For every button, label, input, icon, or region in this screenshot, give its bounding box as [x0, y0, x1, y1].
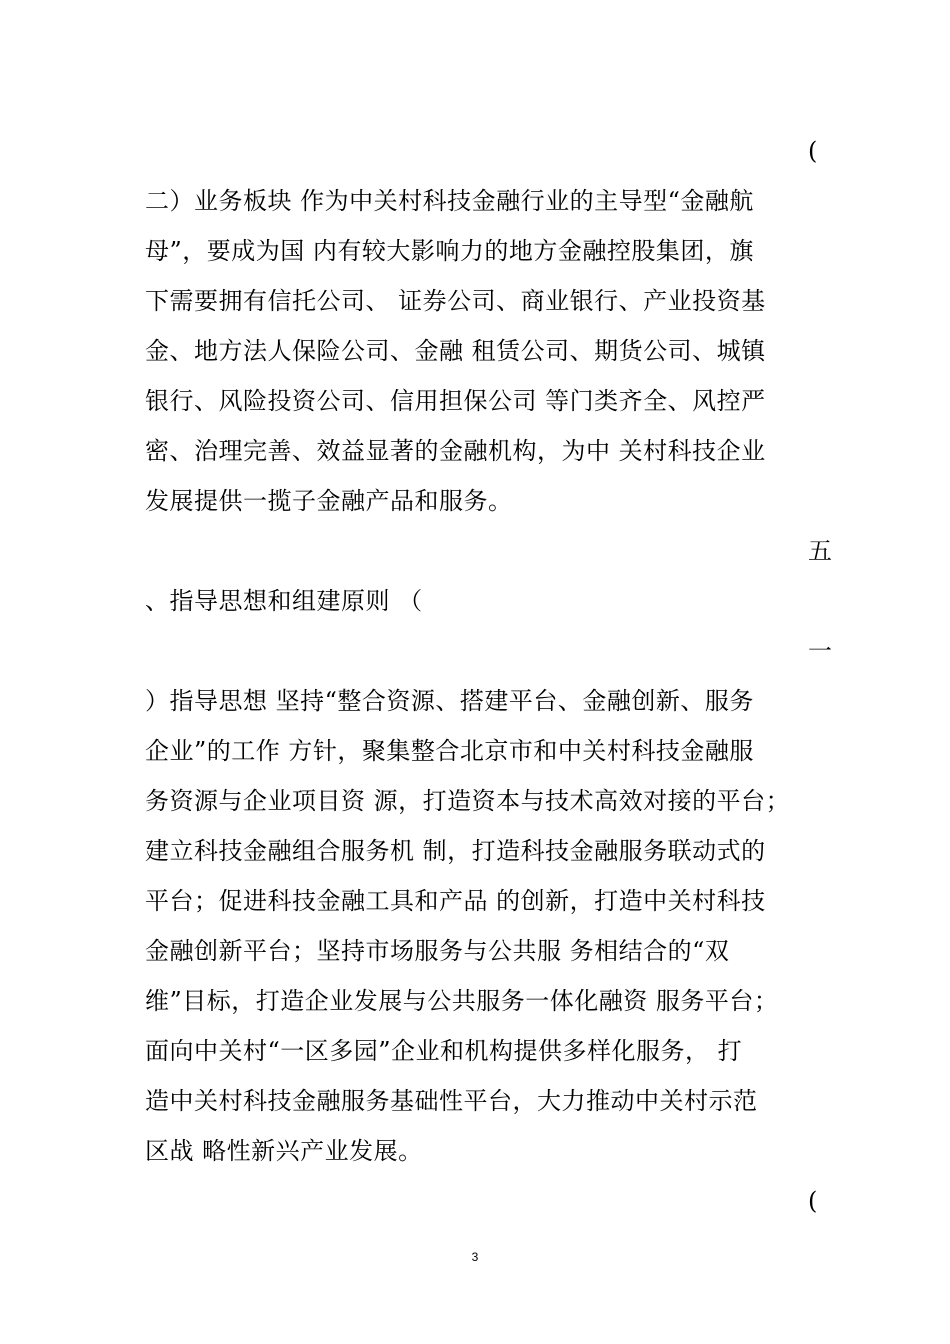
text-line: 二）业务板块 作为中关村科技金融行业的主导型“金融航	[145, 187, 754, 215]
text-line: 建立科技金融组合服务机 制，打造科技金融服务联动式的	[145, 837, 766, 865]
section-number: 五	[808, 537, 832, 565]
section-heading: 、指导思想和组建原则 （	[145, 587, 423, 615]
text-line: 金融创新平台；坚持市场服务与公共服 务相结合的“双	[145, 937, 730, 965]
text-line: 金、地方法人保险公司、金融 租赁公司、期货公司、城镇	[145, 337, 766, 365]
text-line: 发展提供一揽子金融产品和服务。	[145, 487, 513, 515]
text-line: 面向中关村“一区多园”企业和机构提供多样化服务， 打	[145, 1037, 743, 1065]
paren-open: (	[808, 1187, 818, 1215]
paren-open: (	[808, 137, 818, 165]
text-line: 平台；促进科技金融工具和产品 的创新，打造中关村科技	[145, 887, 766, 915]
text-line: 银行、风险投资公司、信用担保公司 等门类齐全、风控严	[145, 387, 766, 415]
text-line: 务资源与企业项目资 源，打造资本与技术高效对接的平台；	[145, 787, 791, 815]
text-line: 母”，要成为国 内有较大影响力的地方金融控股集团，旗	[145, 237, 754, 265]
text-line: 造中关村科技金融服务基础性平台，大力推动中关村示范	[145, 1087, 758, 1115]
page-number: 3	[471, 1250, 479, 1264]
text-line: 企业”的工作 方针，聚集整合北京市和中关村科技金融服	[145, 737, 754, 765]
text-line: 密、治理完善、效益显著的金融机构，为中 关村科技企业	[145, 437, 766, 465]
subsection-number: 一	[808, 637, 832, 665]
text-line: 下需要拥有信托公司、 证券公司、商业银行、产业投资基	[145, 287, 766, 315]
text-line: 维”目标，打造企业发展与公共服务一体化融资 服务平台；	[145, 987, 779, 1015]
text-line: 区战 略性新兴产业发展。	[145, 1137, 423, 1165]
text-line: ）指导思想 坚持“整合资源、搭建平台、金融创新、服务	[145, 687, 754, 715]
